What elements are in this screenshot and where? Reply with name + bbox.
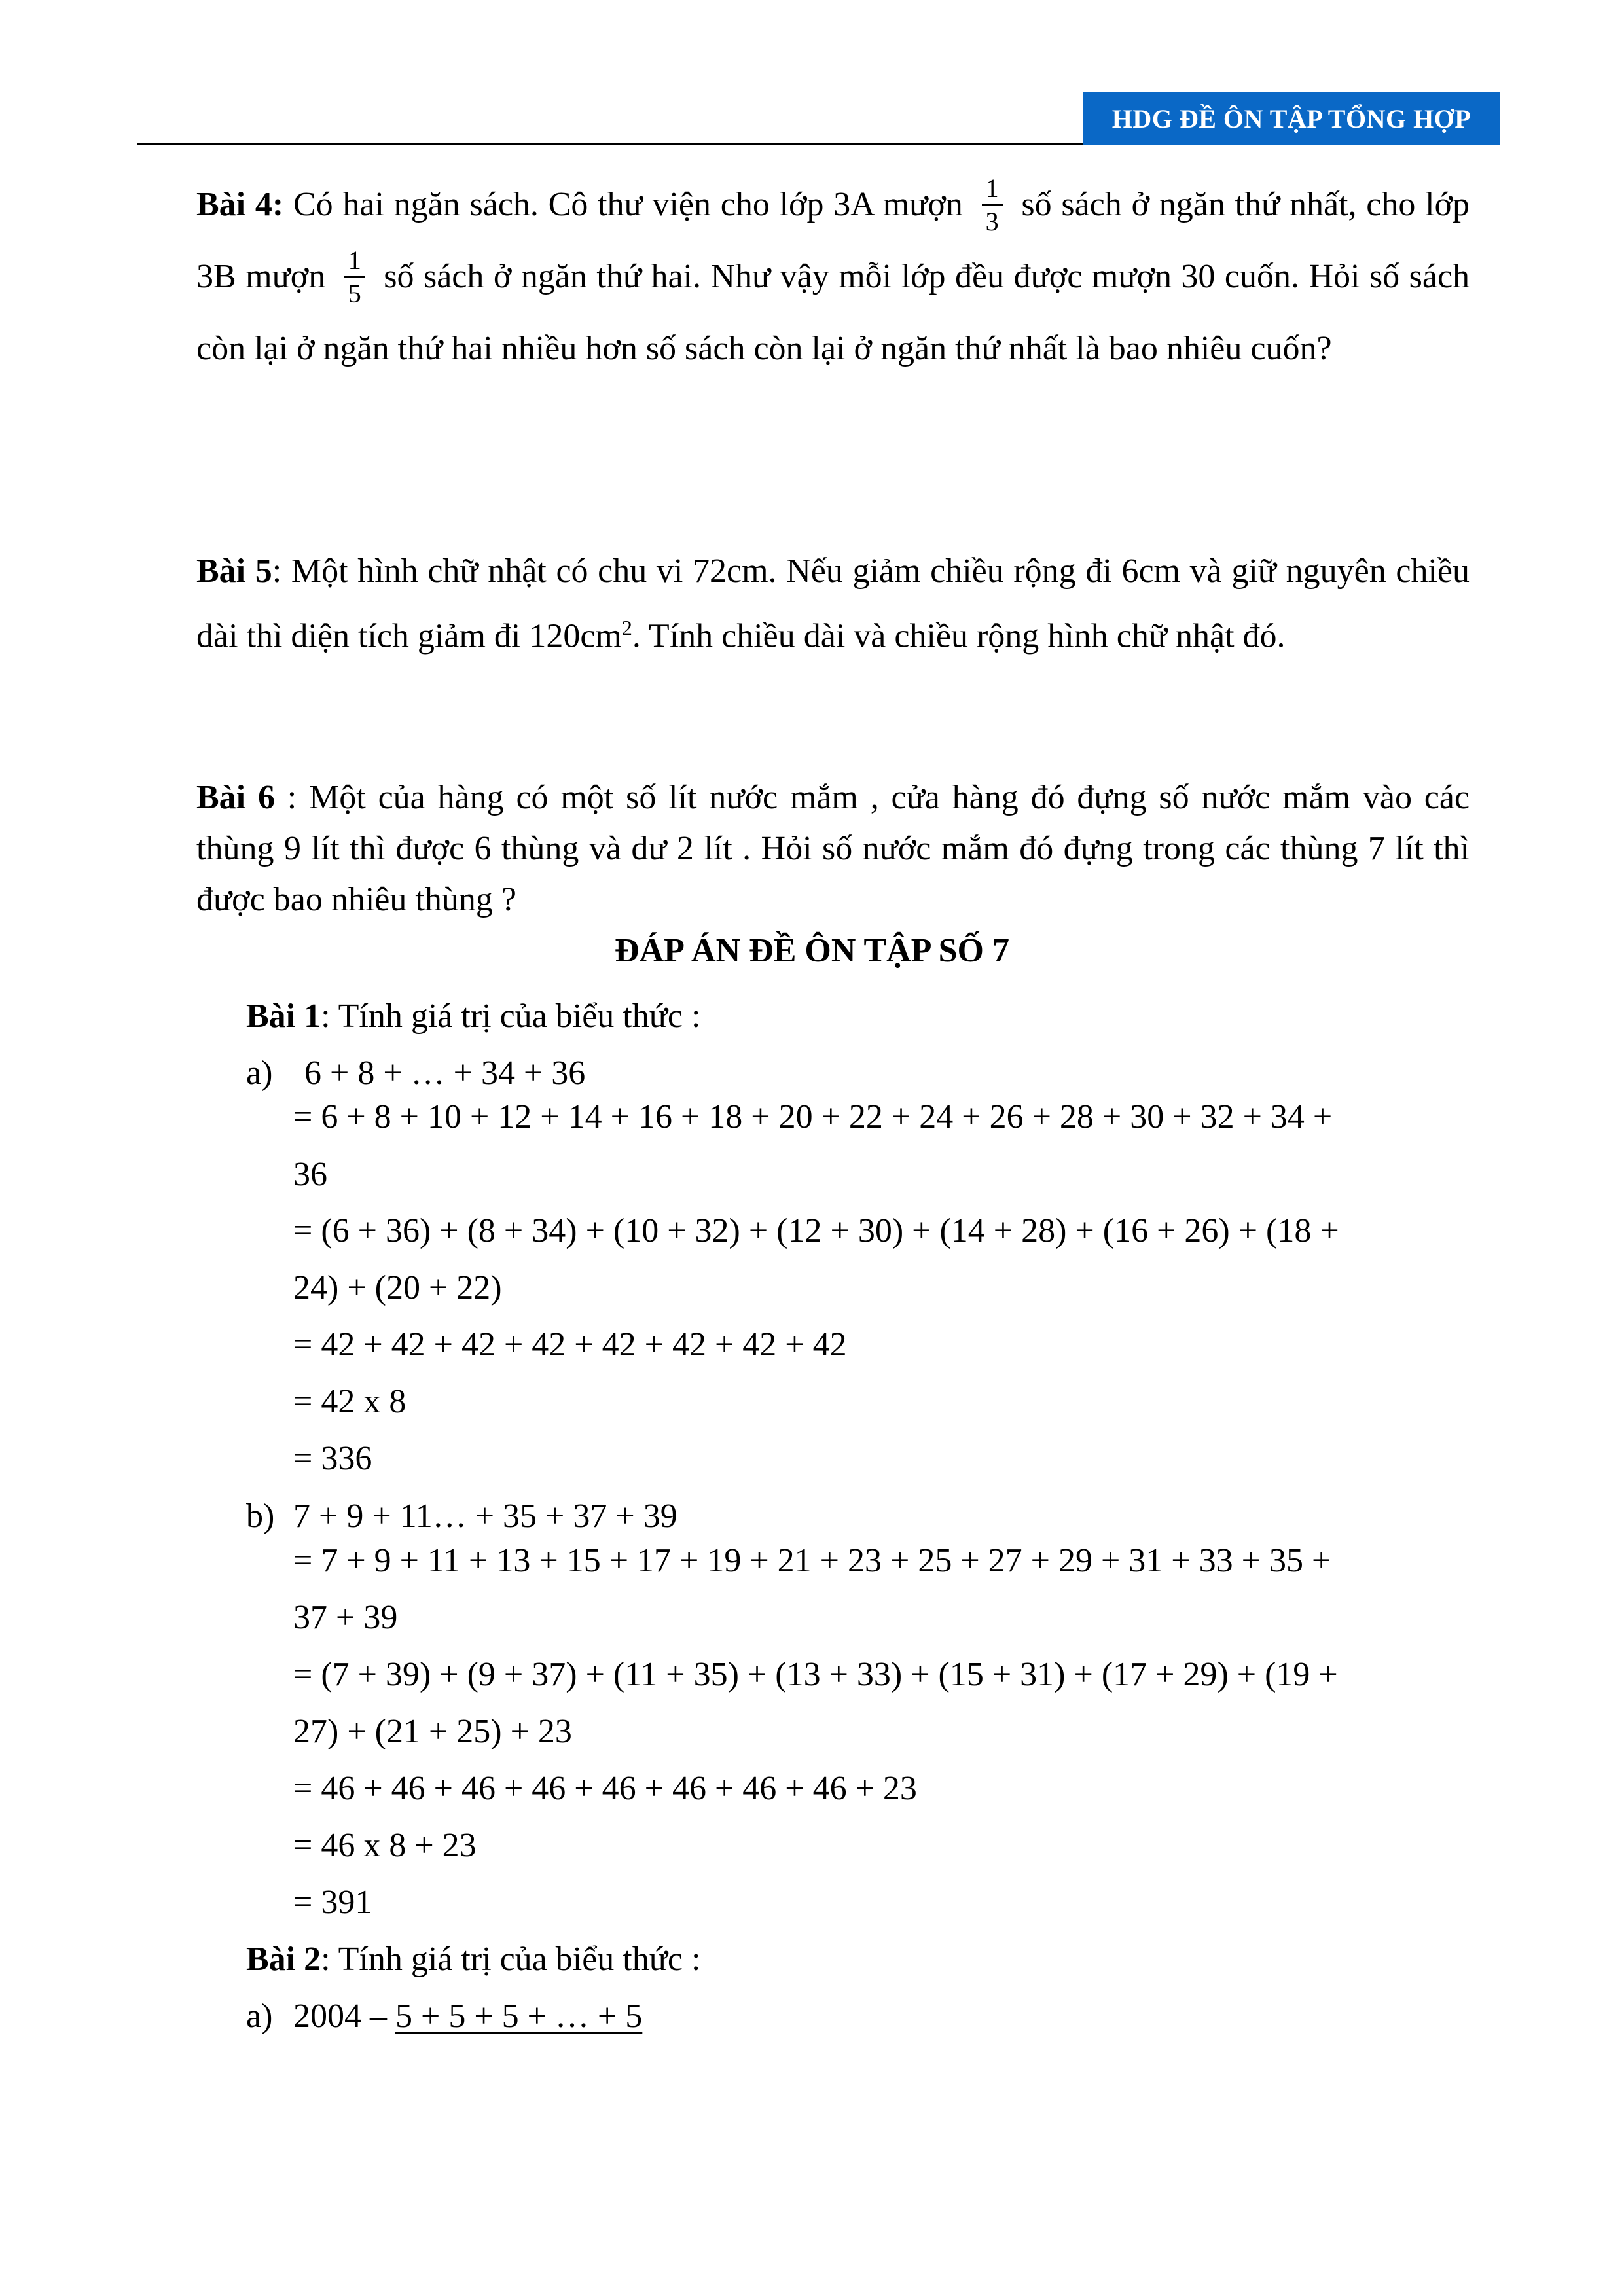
answer-1-label: Bài 1 [246,997,321,1035]
problem-4-text-2: số sách ở ngăn thứ nhất, cho lớp 3B mượn [196,186,1470,295]
answer-2a-underlined-sum: 5 + 5 + 5 + … + 5 [395,1998,643,2035]
problem-5-text-2: . Tính chiều dài và chiều rộng hình chữ nhật đó. [632,617,1286,655]
answer-1a-line: = 42 x 8 [293,1383,406,1420]
answer-1a-marker: a) [246,1054,273,1092]
answer-1b-line: = 391 [293,1884,372,1921]
problem-6-text: : Một của hàng có một số lít nước mắm , cửa hàng đó đựng số nước mắm vào các thùng 9 lít thì được 6 thùng và dư 2 lít . Hỏi số nước mắm đó đựng trong các thùng 7 lít thì được bao nhiêu thùng ? [196,779,1470,918]
answer-2a-prefix: 2004 – [293,1998,395,2035]
answer-1b-line: = 7 + 9 + 11 + 13 + 15 + 17 + 19 + 21 + 23 + 25 + 27 + 29 + 31 + 33 + 35 + [293,1542,1331,1579]
answer-1a-expression: 6 + 8 + … + 34 + 36 [304,1054,586,1092]
fraction-1-denominator: 3 [985,206,999,236]
fraction-1-numerator: 1 [982,173,1003,206]
problem-5-label: Bài 5 [196,552,272,590]
answer-1b-line: 27) + (21 + 25) + 23 [293,1713,572,1750]
fraction-one-third [982,173,1003,238]
answer-2a-expression [293,1994,642,2039]
answer-2-heading [246,1937,700,1982]
problem-4-text-1: Có hai ngăn sách. Cô thư viện cho lớp 3A mượn [283,186,963,223]
answer-1b-expression: 7 + 9 + 11… + 35 + 37 + 39 [293,1498,677,1535]
problem-6 [196,772,1470,925]
answer-1b-line: 37 + 39 [293,1599,398,1636]
answer-title: ĐÁP ÁN ĐỀ ÔN TẬP SỐ 7 [615,932,1009,969]
answer-1a-line: = 42 + 42 + 42 + 42 + 42 + 42 + 42 + 42 [293,1326,847,1363]
problem-5-text-1: : Một hình chữ nhật có chu vi 72cm. Nếu giảm chiều rộng đi 6cm và giữ nguyên chiều dài thì diện tích giảm đi 120cm [196,552,1470,655]
problem-6-label: Bài 6 [196,779,275,816]
answer-1a-line: = (6 + 36) + (8 + 34) + (10 + 32) + (12 + 30) + (14 + 28) + (16 + 26) + (18 + [293,1212,1339,1249]
header-rule [137,143,1149,145]
header-tag: HDG ĐỀ ÔN TẬP TỔNG HỢP [1083,92,1500,145]
answer-1a-line: 24) + (20 + 22) [293,1269,502,1306]
answer-1a-line: 36 [293,1156,327,1193]
answer-1b-line: = 46 + 46 + 46 + 46 + 46 + 46 + 46 + 46 + 23 [293,1770,917,1807]
answer-1-heading [246,994,700,1039]
answer-2-heading-text: : Tính giá trị của biểu thức : [321,1941,701,1978]
answer-2-label: Bài 2 [246,1941,321,1978]
fraction-one-fifth [344,245,365,310]
fraction-2-numerator: 1 [344,245,365,278]
answer-2a-marker: a) [246,1998,273,2035]
problem-4-text-3: số sách ở ngăn thứ hai. Như vậy mỗi lớp đều được mượn 30 cuốn. Hỏi số sách còn lại ở ngăn thứ hai nhiều hơn số sách còn lại ở ngăn thứ nhất là bao nhiêu cuốn? [196,258,1470,367]
answer-1-heading-text: : Tính giá trị của biểu thức : [321,997,701,1035]
answer-1a-line: = 336 [293,1440,372,1477]
answer-1b-line: = (7 + 39) + (9 + 37) + (11 + 35) + (13 + 33) + (15 + 31) + (17 + 29) + (19 + [293,1656,1338,1693]
fraction-2-denominator: 5 [348,278,361,308]
problem-5 [196,543,1470,664]
problem-4-label: Bài 4: [196,186,284,223]
answer-1b-marker: b) [246,1498,275,1535]
problem-5-superscript: 2 [621,616,632,639]
answer-1b-line: = 46 x 8 + 23 [293,1827,477,1864]
answer-1a-line: = 6 + 8 + 10 + 12 + 14 + 16 + 18 + 20 + 22 + 24 + 26 + 28 + 30 + 32 + 34 + [293,1098,1333,1136]
problem-4 [196,169,1470,385]
